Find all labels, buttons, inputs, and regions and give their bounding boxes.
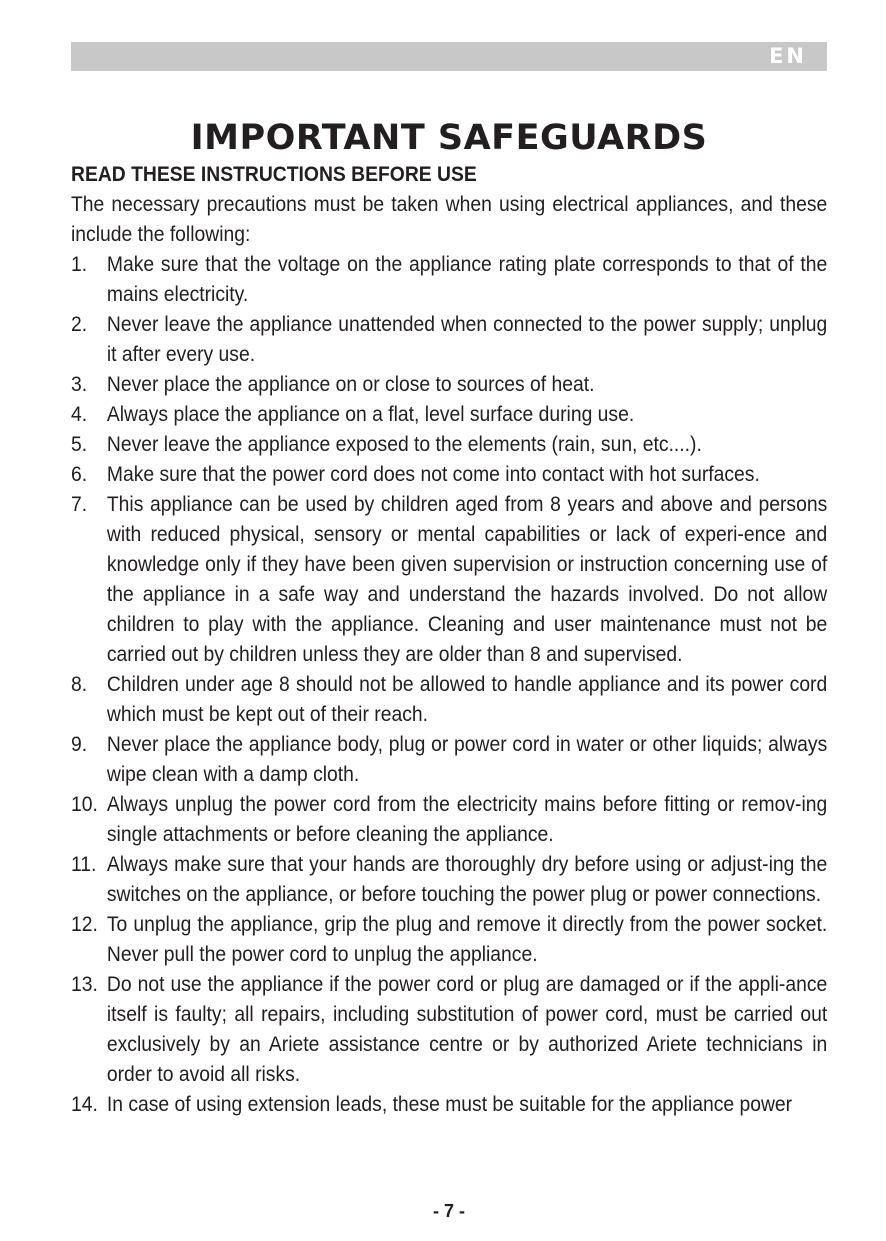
list-item-number: 11. bbox=[71, 853, 97, 876]
list-item-number: 4. bbox=[71, 403, 88, 426]
list-item bbox=[71, 970, 827, 1090]
list-item-text: Never place the appliance body, plug or power cord in water or other liquids; always wipe clean with a damp cloth. bbox=[106, 733, 828, 786]
list-item bbox=[71, 670, 827, 730]
list-item bbox=[71, 910, 827, 970]
list-item-text: Make sure that the voltage on the appliance rating plate corresponds to that of the mains electricity. bbox=[106, 253, 828, 306]
list-item bbox=[71, 370, 827, 400]
list-item-text: Make sure that the power cord does not come into contact with hot surfaces. bbox=[106, 463, 760, 486]
list-item-text: Always make sure that your hands are thoroughly dry before using or adjust-ing the switches on the appliance, or before touching the power plug or power connections. bbox=[106, 853, 828, 906]
list-item-text: In case of using extension leads, these must be suitable for the appliance power bbox=[106, 1093, 793, 1116]
list-item bbox=[71, 430, 827, 460]
list-item-text: Always place the appliance on a flat, level surface during use. bbox=[106, 403, 635, 426]
list-item-number: 1. bbox=[71, 253, 88, 276]
list-item-text: Children under age 8 should not be allowed to handle appliance and its power cord which must be kept out of their reach. bbox=[106, 673, 828, 726]
list-item bbox=[71, 850, 827, 910]
list-item-number: 9. bbox=[71, 733, 88, 756]
list-item bbox=[71, 790, 827, 850]
page-number: - 7 - bbox=[432, 1201, 465, 1221]
list-item-text: Never leave the appliance exposed to the elements (rain, sun, etc....). bbox=[106, 433, 702, 456]
list-item-text: This appliance can be used by children aged from 8 years and above and persons with reduced physical, sensory or mental capabilities or lack of experi-ence and knowledge only if they have been given supervision or instruction concerning use of the appliance in a safe way and understand the hazards involved. Do not allow children to play with the appliance. Cleaning and user maintenance must not be carried out by children unless they are older than 8 and supervised. bbox=[106, 493, 828, 666]
list-item-number: 12. bbox=[71, 913, 98, 936]
page-title: IMPORTANT SAFEGUARDS bbox=[190, 118, 708, 159]
section-heading: READ THESE INSTRUCTIONS BEFORE USE bbox=[71, 163, 477, 186]
list-item bbox=[71, 310, 827, 370]
list-item-text: Always unplug the power cord from the electricity mains before fitting or remov-ing single attachments or before cleaning the appliance. bbox=[106, 793, 828, 846]
list-item-text: Never leave the appliance unattended when connected to the power supply; unplug it after every use. bbox=[106, 313, 828, 366]
list-item-number: 10. bbox=[71, 793, 98, 816]
list-item bbox=[71, 400, 827, 430]
list-item-number: 5. bbox=[71, 433, 88, 456]
list-item-number: 6. bbox=[71, 463, 88, 486]
list-item bbox=[71, 250, 827, 310]
language-bar bbox=[71, 42, 827, 71]
list-item-text: To unplug the appliance, grip the plug and remove it directly from the power socket. Never pull the power cord to unplug the appliance. bbox=[106, 913, 828, 966]
list-item bbox=[71, 490, 827, 670]
list-item bbox=[71, 1090, 827, 1120]
list-item-text: Do not use the appliance if the power cord or plug are damaged or if the appli-ance itself is faulty; all repairs, including substitution of power cord, must be carried out exclusively by an Ariete assistance centre or by authorized Ariete technicians in order to avoid all risks. bbox=[106, 973, 828, 1086]
list-item bbox=[71, 460, 827, 490]
list-item-number: 14. bbox=[71, 1093, 98, 1116]
safeguards-list bbox=[71, 250, 827, 1120]
document-body bbox=[71, 160, 827, 1120]
list-item-number: 7. bbox=[71, 493, 88, 516]
language-code: EN bbox=[769, 44, 807, 68]
list-item-number: 3. bbox=[71, 373, 88, 396]
list-item-number: 2. bbox=[71, 313, 88, 336]
list-item-text: Never place the appliance on or close to sources of heat. bbox=[106, 373, 595, 396]
intro-paragraph: The necessary precautions must be taken when using electrical appliances, and these include the following: bbox=[71, 193, 828, 246]
list-item-number: 13. bbox=[71, 973, 98, 996]
list-item bbox=[71, 730, 827, 790]
list-item-number: 8. bbox=[71, 673, 88, 696]
